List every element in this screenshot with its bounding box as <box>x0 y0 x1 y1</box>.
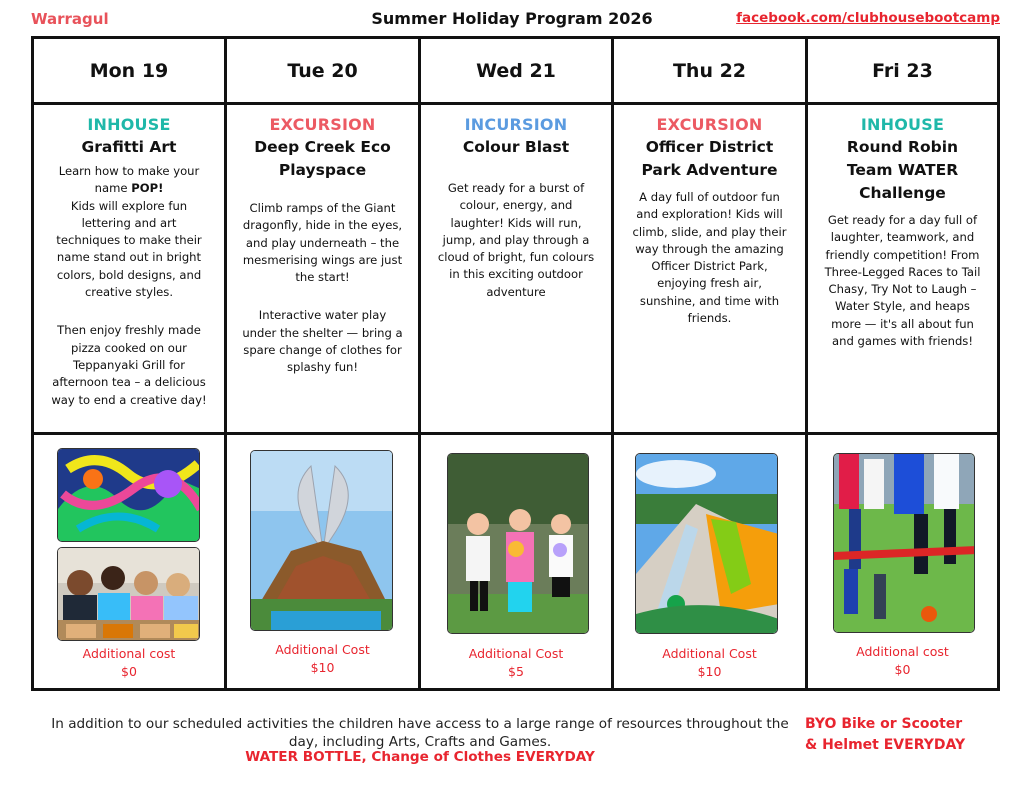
activity-blurb: Get ready for a burst of colour, energy, and laughter! Kids will run, jump, and play through a cloud of bright, fun colours in this exciting outdoor adventure <box>437 181 595 299</box>
activity-name: Officer District Park Adventure <box>641 138 778 179</box>
activity-blurb: Climb ramps of the Giant dragonfly, hide in the eyes, and play underneath – the mesmerising wings are just the start! <box>242 201 403 285</box>
byo-note <box>805 714 965 756</box>
cost-info <box>227 641 418 677</box>
page-title: Summer Holiday Program 2026 <box>371 9 653 28</box>
blurb-text: Learn how to make your name <box>58 164 200 196</box>
location-label: Warragul <box>31 10 109 28</box>
officer-park-photo <box>635 453 778 634</box>
water-challenge-image <box>834 454 975 633</box>
cost-value: $10 <box>697 664 722 679</box>
day-heading: Fri 23 <box>872 59 933 82</box>
footer-note: In addition to our scheduled activities the children have access to a large range of resources throughout the day, including Arts, Crafts and Games. <box>51 716 789 750</box>
cost-value: $0 <box>121 664 137 679</box>
activity-description <box>614 105 805 432</box>
day-column-fri <box>808 39 997 688</box>
day-heading: Tue 20 <box>287 59 358 82</box>
cost-label: Additional cost <box>856 644 949 659</box>
colour-blast-image <box>448 454 589 634</box>
day-heading: Mon 19 <box>89 59 169 82</box>
day-column-wed <box>421 39 611 688</box>
activity-description <box>34 105 224 432</box>
essentials-note: WATER BOTTLE, Change of Clothes EVERYDAY <box>245 749 595 765</box>
activity-name: Deep Creek Eco Playspace <box>254 138 391 179</box>
activity-blurb: Interactive water play under the shelter — bring a spare change of clothes for splashy fun! <box>242 308 403 375</box>
cost-value: $10 <box>310 660 335 675</box>
eco-playspace-photo <box>250 450 393 631</box>
eco-playspace-image <box>251 451 393 631</box>
cost-info <box>34 645 224 681</box>
activity-type: INCURSION <box>464 115 568 134</box>
activity-blurb: Get ready for a day full of laughter, teamwork, and friendly competition! From Three-Legged Races to Tail Chasy, Try Not to Laugh – Water Style, and heaps more — it's all about fun and games with friends! <box>824 213 981 349</box>
activity-name: Colour Blast <box>462 138 570 156</box>
cost-label: Additional cost <box>82 646 176 661</box>
graffiti-image <box>58 449 200 542</box>
activity-description <box>421 105 611 432</box>
activity-name: Grafitti Art <box>81 138 177 156</box>
activity-type: INHOUSE <box>860 115 945 134</box>
activity-name: Round Robin Team WATER Challenge <box>846 138 959 202</box>
activity-type: EXCURSION <box>656 115 763 134</box>
day-column-thu <box>614 39 805 688</box>
water-challenge-photo <box>833 453 975 633</box>
photo-area <box>808 435 997 688</box>
activity-blurb: A day full of outdoor fun and exploration! Kids will climb, slide, and play their way through the amazing Officer District Park, enjoying fresh air, sunshine, and time with friends. <box>632 190 787 326</box>
cost-value: $5 <box>508 664 524 679</box>
day-heading: Thu 22 <box>672 59 747 82</box>
activity-type: INHOUSE <box>87 115 171 134</box>
byo-line: & Helmet EVERYDAY <box>805 737 966 753</box>
blurb-emphasis: POP! <box>131 181 164 196</box>
activity-blurb: Then enjoy freshly made pizza cooked on our Teppanyaki Grill for afternoon tea – a delicious way to end a creative day! <box>51 323 207 407</box>
cost-value: $0 <box>894 662 911 677</box>
photo-area <box>34 435 224 688</box>
activity-type: EXCURSION <box>269 115 376 134</box>
photo-area <box>227 435 418 688</box>
photo-area <box>614 435 805 688</box>
byo-line: BYO Bike or Scooter <box>805 716 963 732</box>
colour-blast-photo <box>447 453 589 634</box>
facebook-link[interactable]: facebook.com/clubhousebootcamp <box>736 10 1000 26</box>
pizza-photo <box>57 547 200 641</box>
graffiti-photo <box>57 448 200 542</box>
cost-info <box>421 645 611 681</box>
cost-label: Additional Cost <box>275 642 370 657</box>
day-column-tue <box>227 39 418 688</box>
blurb-text: Kids will explore fun lettering and art techniques to make their name stand out in bright colors, bold designs, and creative styles. <box>56 198 202 300</box>
day-heading: Wed 21 <box>476 59 556 82</box>
officer-park-image <box>636 454 778 634</box>
cost-info <box>808 643 997 679</box>
photo-area <box>421 435 611 688</box>
activity-blurb <box>48 163 210 301</box>
activity-description <box>227 105 418 432</box>
program-table <box>31 36 1000 691</box>
activity-description <box>808 105 997 432</box>
pizza-image <box>58 548 200 641</box>
cost-label: Additional Cost <box>662 646 757 661</box>
cost-label: Additional Cost <box>468 646 564 661</box>
cost-info <box>614 645 805 681</box>
day-column-mon <box>34 39 224 688</box>
